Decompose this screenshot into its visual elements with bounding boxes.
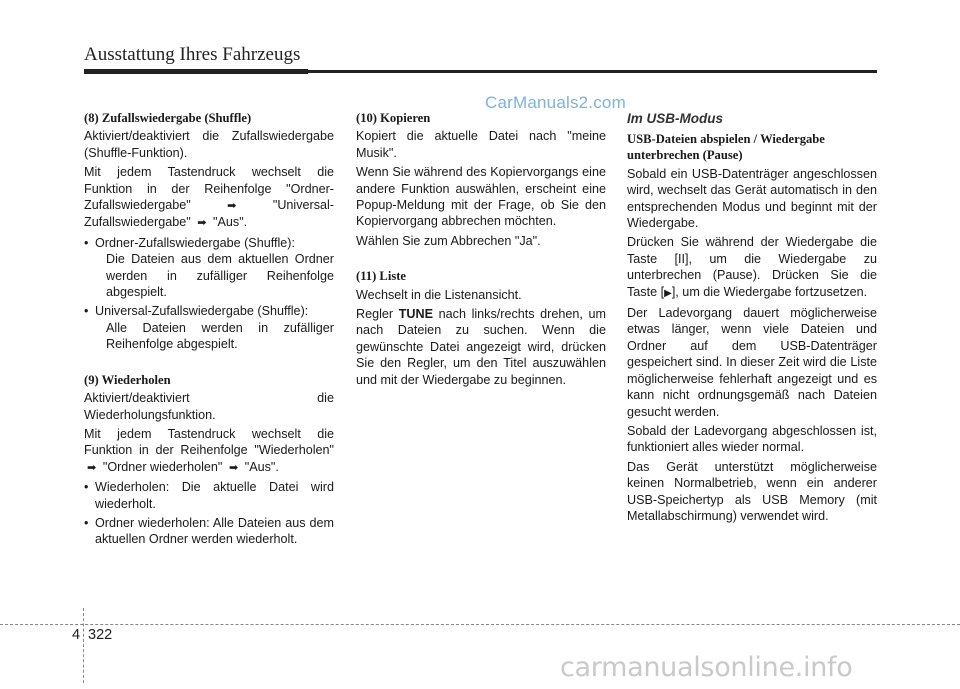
section-11-paragraph-2-part-a: Regler <box>356 307 394 322</box>
page-number: 322 <box>88 627 113 643</box>
chapter-number: 4 <box>72 627 81 643</box>
header-rule-bar <box>84 69 308 74</box>
header-rule <box>84 70 877 73</box>
section-9-paragraph-2-part-b: "Ordner wiederholen" <box>102 459 223 474</box>
bullet-icon: • <box>84 235 89 250</box>
section-9-paragraph-2-part-c: "Aus". <box>244 459 279 474</box>
page-header-title: Ausstattung Ihres Fahrzeugs <box>84 44 301 65</box>
list-item <box>84 479 334 512</box>
right-arrow-icon: ➡ <box>84 461 100 474</box>
footer-vertical-dashed-line <box>83 608 84 683</box>
usb-mode-heading: Im USB-Modus <box>627 111 723 126</box>
usb-paragraph-4: Sobald der Ladevorgang abgeschlossen ist, funktioniert alles wieder normal. <box>627 423 877 455</box>
column-right <box>627 110 877 527</box>
section-9-paragraph-1: Aktiviert/deaktiviert die Wiederholungsfunktion. <box>84 391 334 422</box>
bullet-icon: • <box>84 480 89 495</box>
usb-paragraph-5: Das Gerät unterstützt möglicherweise keinen Normalbetrieb, wenn ein anderer USB-Speichertyp als USB Memory (mit Metallabschirmung) verwendet wird. <box>627 459 877 523</box>
footer-dashed-line <box>0 624 960 625</box>
section-8-paragraph-2 <box>84 164 334 232</box>
usb-paragraph-2-part-b: ], um die Wiedergabe fortzusetzen. <box>671 284 868 299</box>
section-9-heading: (9) Wiederholen <box>84 372 171 387</box>
right-arrow-icon: ➡ <box>194 217 210 230</box>
usb-paragraph-3: Der Ladevorgang dauert möglicherweise etwas länger, wenn viele Dateien und Ordner auf dem USB-Datenträger gespeichert sind. In dieser Zeit wird die Liste möglicherweise fehlerhaft angezeigt und es kann nicht ordnungsgemäß nach Dateien gesucht werden. <box>627 306 877 419</box>
section-10-paragraph-1: Kopiert die aktuelle Datei nach "meine Musik". <box>356 129 606 160</box>
section-9-paragraph-2-part-a: Mit jedem Tastendruck wechselt die Funktion in der Reihenfolge "Wiederholen" <box>84 426 334 458</box>
section-8-paragraph-2-part-b: "Universal-Zufallswiedergabe" <box>84 198 334 230</box>
section-8-paragraph-1: Aktiviert/deaktiviert die Zufallswiedergabe (Shuffle-Funktion). <box>84 129 334 160</box>
list-item <box>84 235 334 301</box>
section-9-list <box>84 479 334 548</box>
column-middle <box>356 110 606 391</box>
right-arrow-icon: ➡ <box>225 461 242 474</box>
section-11-heading: (11) Liste <box>356 269 407 284</box>
bullet-icon: • <box>84 304 89 319</box>
bullet-icon: • <box>84 515 89 530</box>
list-item <box>84 515 334 548</box>
section-8-heading: (8) Zufallswiedergabe (Shuffle) <box>84 111 252 125</box>
section-8-list <box>84 235 334 353</box>
play-icon: ▶ <box>664 287 672 299</box>
list-item-head: Ordner-Zufallswiedergabe (Shuffle): <box>95 235 295 250</box>
usb-paragraph-2 <box>627 234 877 302</box>
section-11-paragraph-2 <box>356 306 606 388</box>
right-arrow-icon: ➡ <box>209 200 255 213</box>
list-item-head: Universal-Zufallswiedergabe (Shuffle): <box>95 304 309 319</box>
section-8-paragraph-2-part-c: "Aus". <box>213 215 248 230</box>
section-11-paragraph-2-part-b: nach links/rechts drehen, um nach Dateien zu suchen. Wenn die gewünschte Datei angezeigt wird, drücken Sie den Regler, um den Titel auszuwählen und mit der Wiedergabe zu beginnen. <box>356 307 607 387</box>
usb-play-pause-heading: USB-Dateien abspielen / Wiedergabe unterbrechen (Pause) <box>627 132 825 163</box>
section-8-paragraph-2-part-a: Mit jedem Tastendruck wechselt die Funktion in der Reihenfolge "Ordner-Zufallswiedergabe" <box>84 165 334 213</box>
section-10-heading: (10) Kopieren <box>356 111 431 125</box>
list-item-body: Alle Dateien werden in zufälliger Reihenfolge abgespielt. <box>106 320 334 352</box>
list-item-text: Wiederholen: Die aktuelle Datei wird wiederholt. <box>95 480 334 511</box>
section-11-paragraph-1: Wechselt in die Listenansicht. <box>356 287 522 302</box>
list-item-body: Die Dateien aus dem aktuellen Ordner werden in zufälliger Reihenfolge abgespielt. <box>106 252 334 300</box>
watermark-bottom: carmanualsonline.info <box>560 652 853 683</box>
section-9-paragraph-2 <box>84 426 334 476</box>
list-item <box>84 303 334 352</box>
section-10-paragraph-3: Wählen Sie zum Abbrechen "Ja". <box>356 233 541 248</box>
tune-knob-label: TUNE <box>398 307 434 322</box>
list-item-text: Ordner wiederholen: Alle Dateien aus dem aktuellen Ordner werden wiederholt. <box>95 515 334 547</box>
usb-paragraph-1: Sobald ein USB-Datenträger angeschlossen wird, wechselt das Gerät automatisch in den entsprechenden Modus und beginnt mit der Wiedergabe. <box>627 166 877 231</box>
section-10-paragraph-2: Wenn Sie während des Kopiervorgangs eine andere Funktion auswählen, erscheint eine Popup-Meldung mit der Frage, ob Sie den Kopiervorgang abbrechen möchten. <box>356 165 606 229</box>
usb-paragraph-2-part-a: Drücken Sie während der Wiedergabe die Taste [II], um die Wiedergabe zu unterbrechen (Pause). Drücken Sie die Taste [ <box>627 235 877 299</box>
column-left <box>84 110 334 551</box>
watermark-top: CarManuals2.com <box>485 93 626 112</box>
